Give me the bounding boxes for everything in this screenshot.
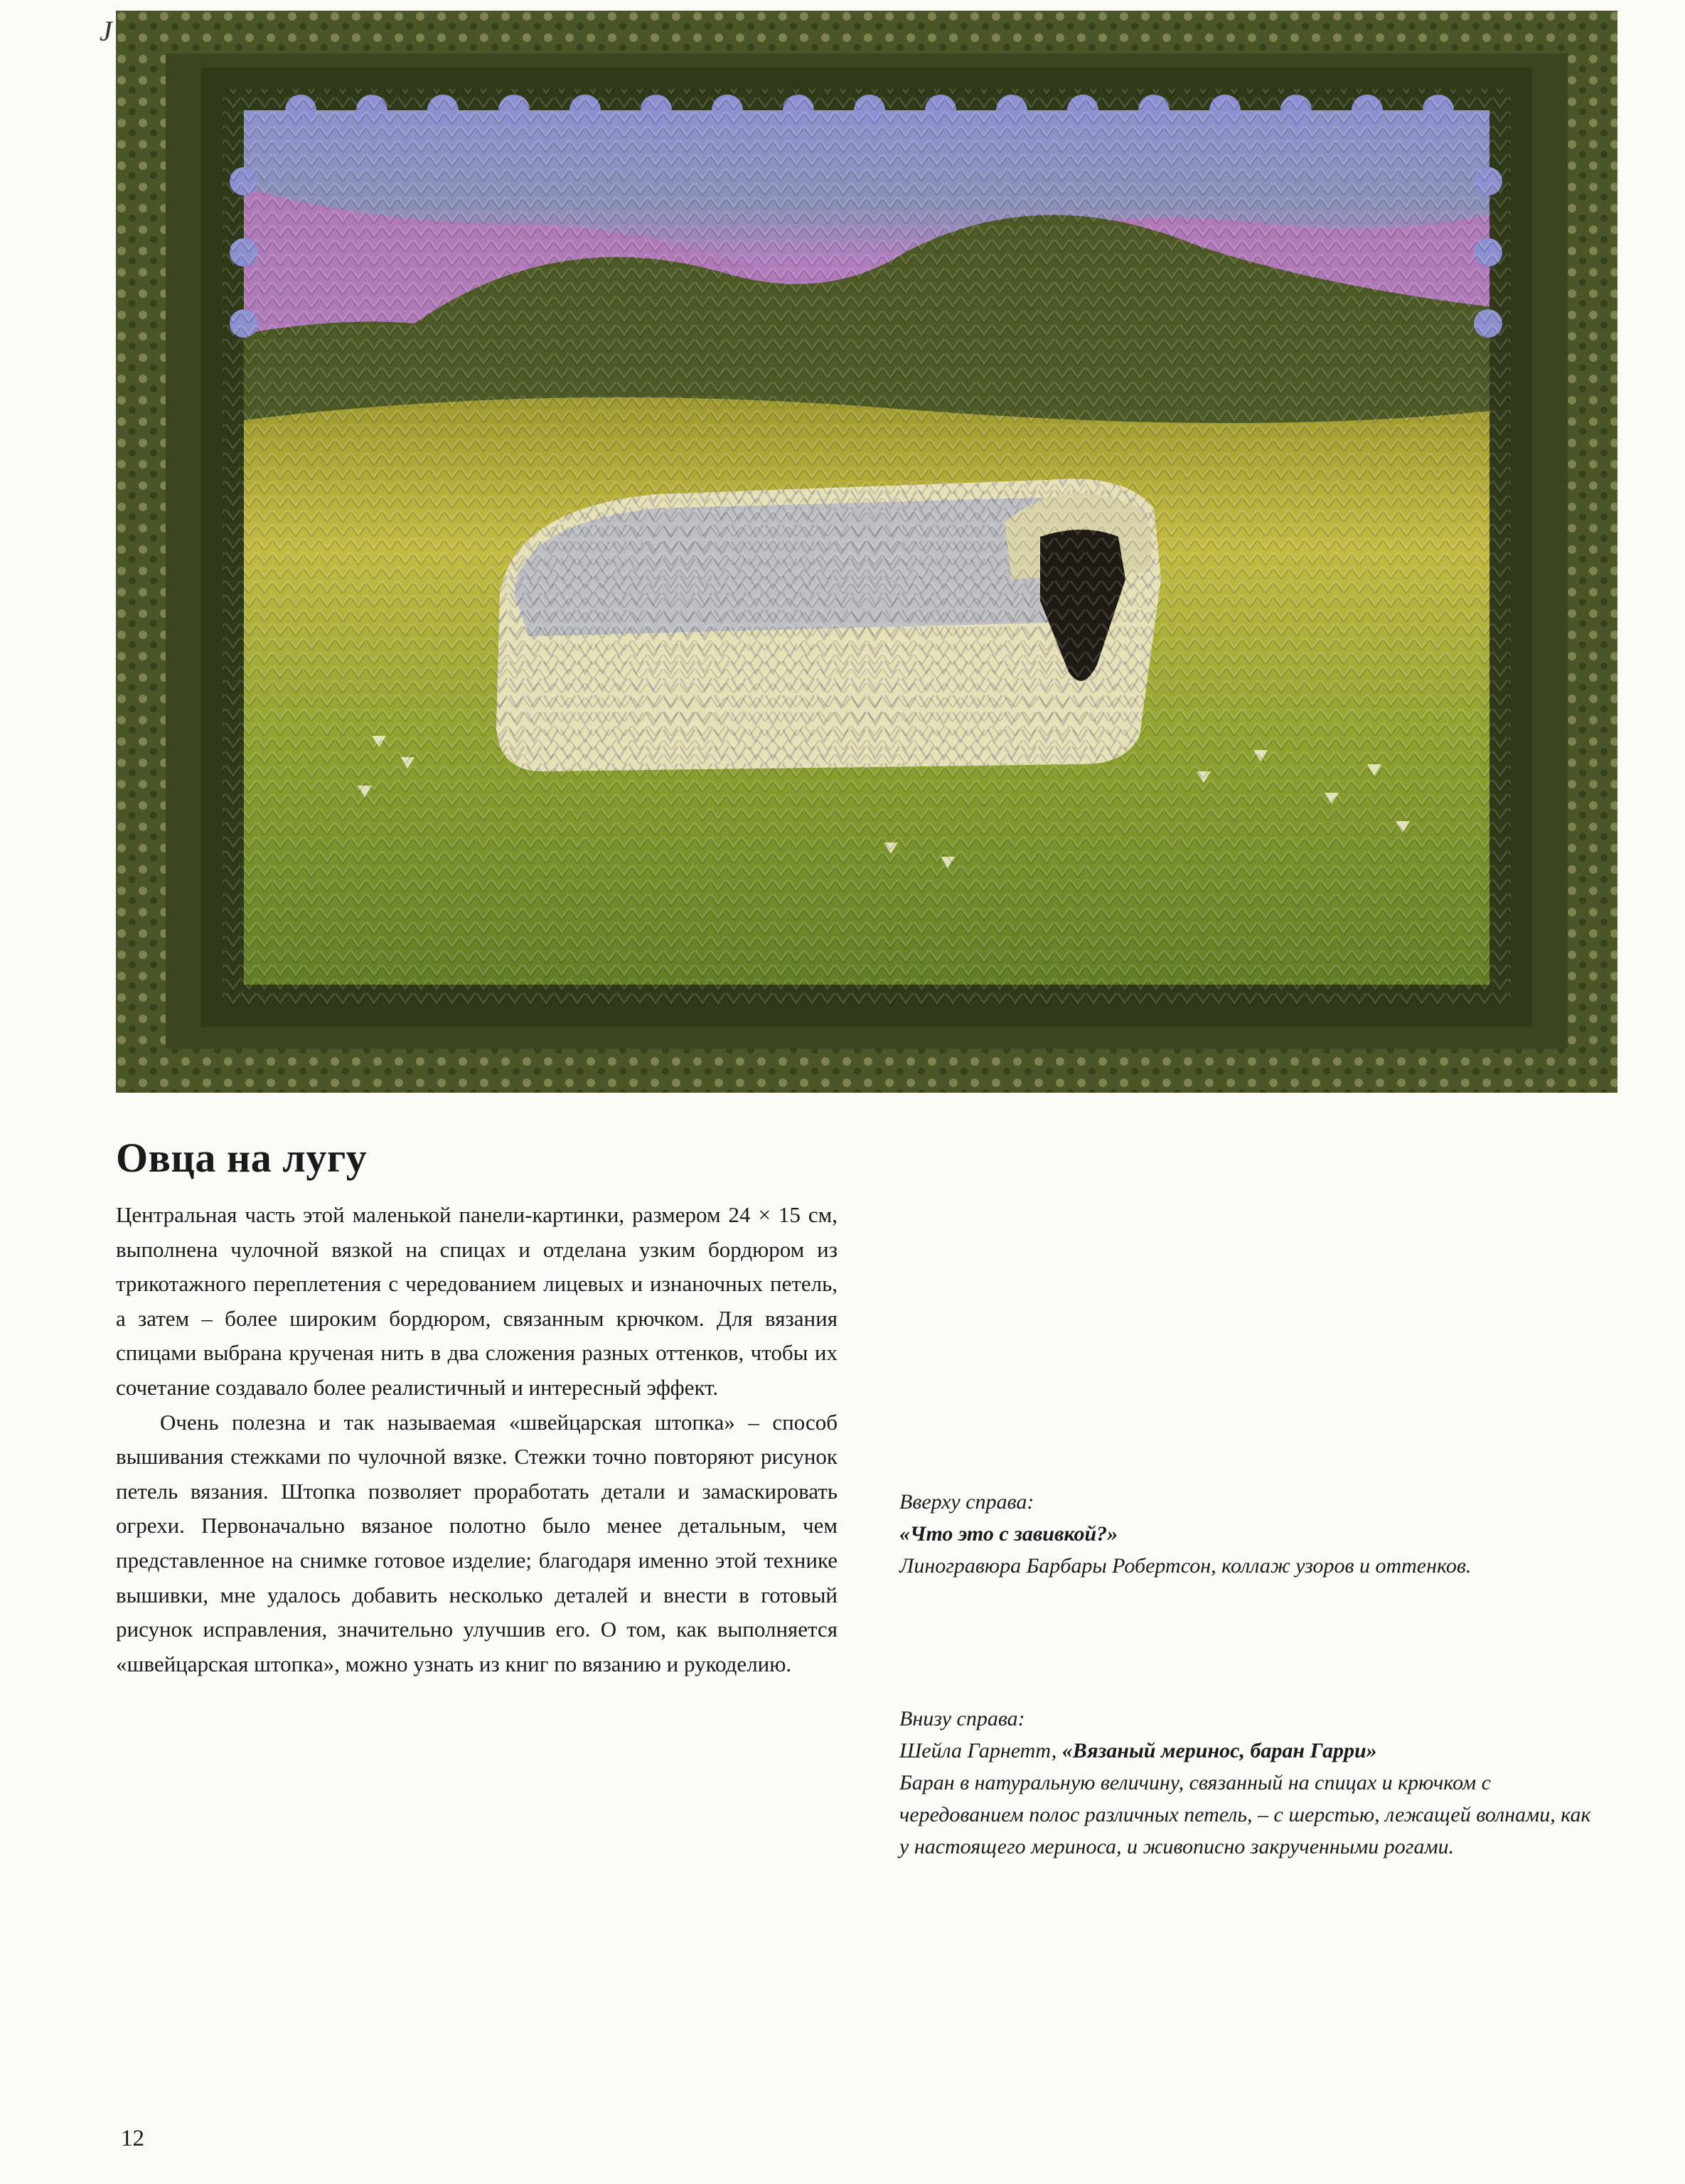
caption-bottom-right bbox=[899, 1703, 1610, 1863]
page-number: 12 bbox=[121, 2126, 144, 2151]
knitted-panel-photo bbox=[116, 11, 1617, 1093]
caption-bottom-author: Шейла Гарнетт, bbox=[899, 1739, 1062, 1762]
caption-top-title: «Что это с завивкой?» bbox=[899, 1522, 1118, 1546]
caption-bottom-position: Внизу справа: bbox=[899, 1707, 1025, 1730]
knitted-panel-illustration bbox=[116, 11, 1617, 1093]
corner-mark: J bbox=[100, 15, 112, 47]
article-paragraph-1: Центральная часть этой маленькой панели-картинки, размером 24 × 15 см, выполнена чулочной вязкой на спицах и отделана узким бордюром из трикотажного переплетения с чередованием лицевых и изнаночных петель, а затем – более широким бордюром, связанным крючком. Для вязания спицами выбрана крученая нить в два сложения разных оттенков, чтобы их сочетание создавало более реалистичный и интересный эффект. bbox=[116, 1202, 838, 1400]
article-body bbox=[116, 1198, 838, 1681]
caption-bottom-description: Баран в натуральную величину, связанный на спицах и крючком с чередованием полос различных петель, – с шерстью, лежащей волнами, как у настоящего мериноса, и живописно закрученными рогами. bbox=[899, 1771, 1591, 1858]
article-paragraph-2: Очень полезна и так называемая «швейцарская штопка» – способ вышивания стежками по чулочной вязке. Стежки точно повторяют рисунок петель вязания. Штопка позволяет проработать детали и замаскировать огрехи. Первоначально вязаное полотно было менее детальным, чем представленное на снимке готовое изделие; благодаря именно этой технике вышивки, мне удалось добавить несколько деталей и внести в готовый рисунок исправления, значительно улучшив его. О том, как выполняется «швейцарская штопка», можно узнать из книг по вязанию и рукоделию. bbox=[116, 1409, 838, 1676]
caption-top-right bbox=[899, 1486, 1610, 1582]
article-title: Овца на лугу bbox=[116, 1135, 368, 1181]
caption-top-position: Вверху справа: bbox=[899, 1490, 1034, 1514]
caption-top-description: Линогравюра Барбары Робертсон, коллаж узоров и оттенков. bbox=[899, 1554, 1472, 1578]
caption-bottom-title: «Вязаный меринос, баран Гарри» bbox=[1061, 1739, 1377, 1762]
